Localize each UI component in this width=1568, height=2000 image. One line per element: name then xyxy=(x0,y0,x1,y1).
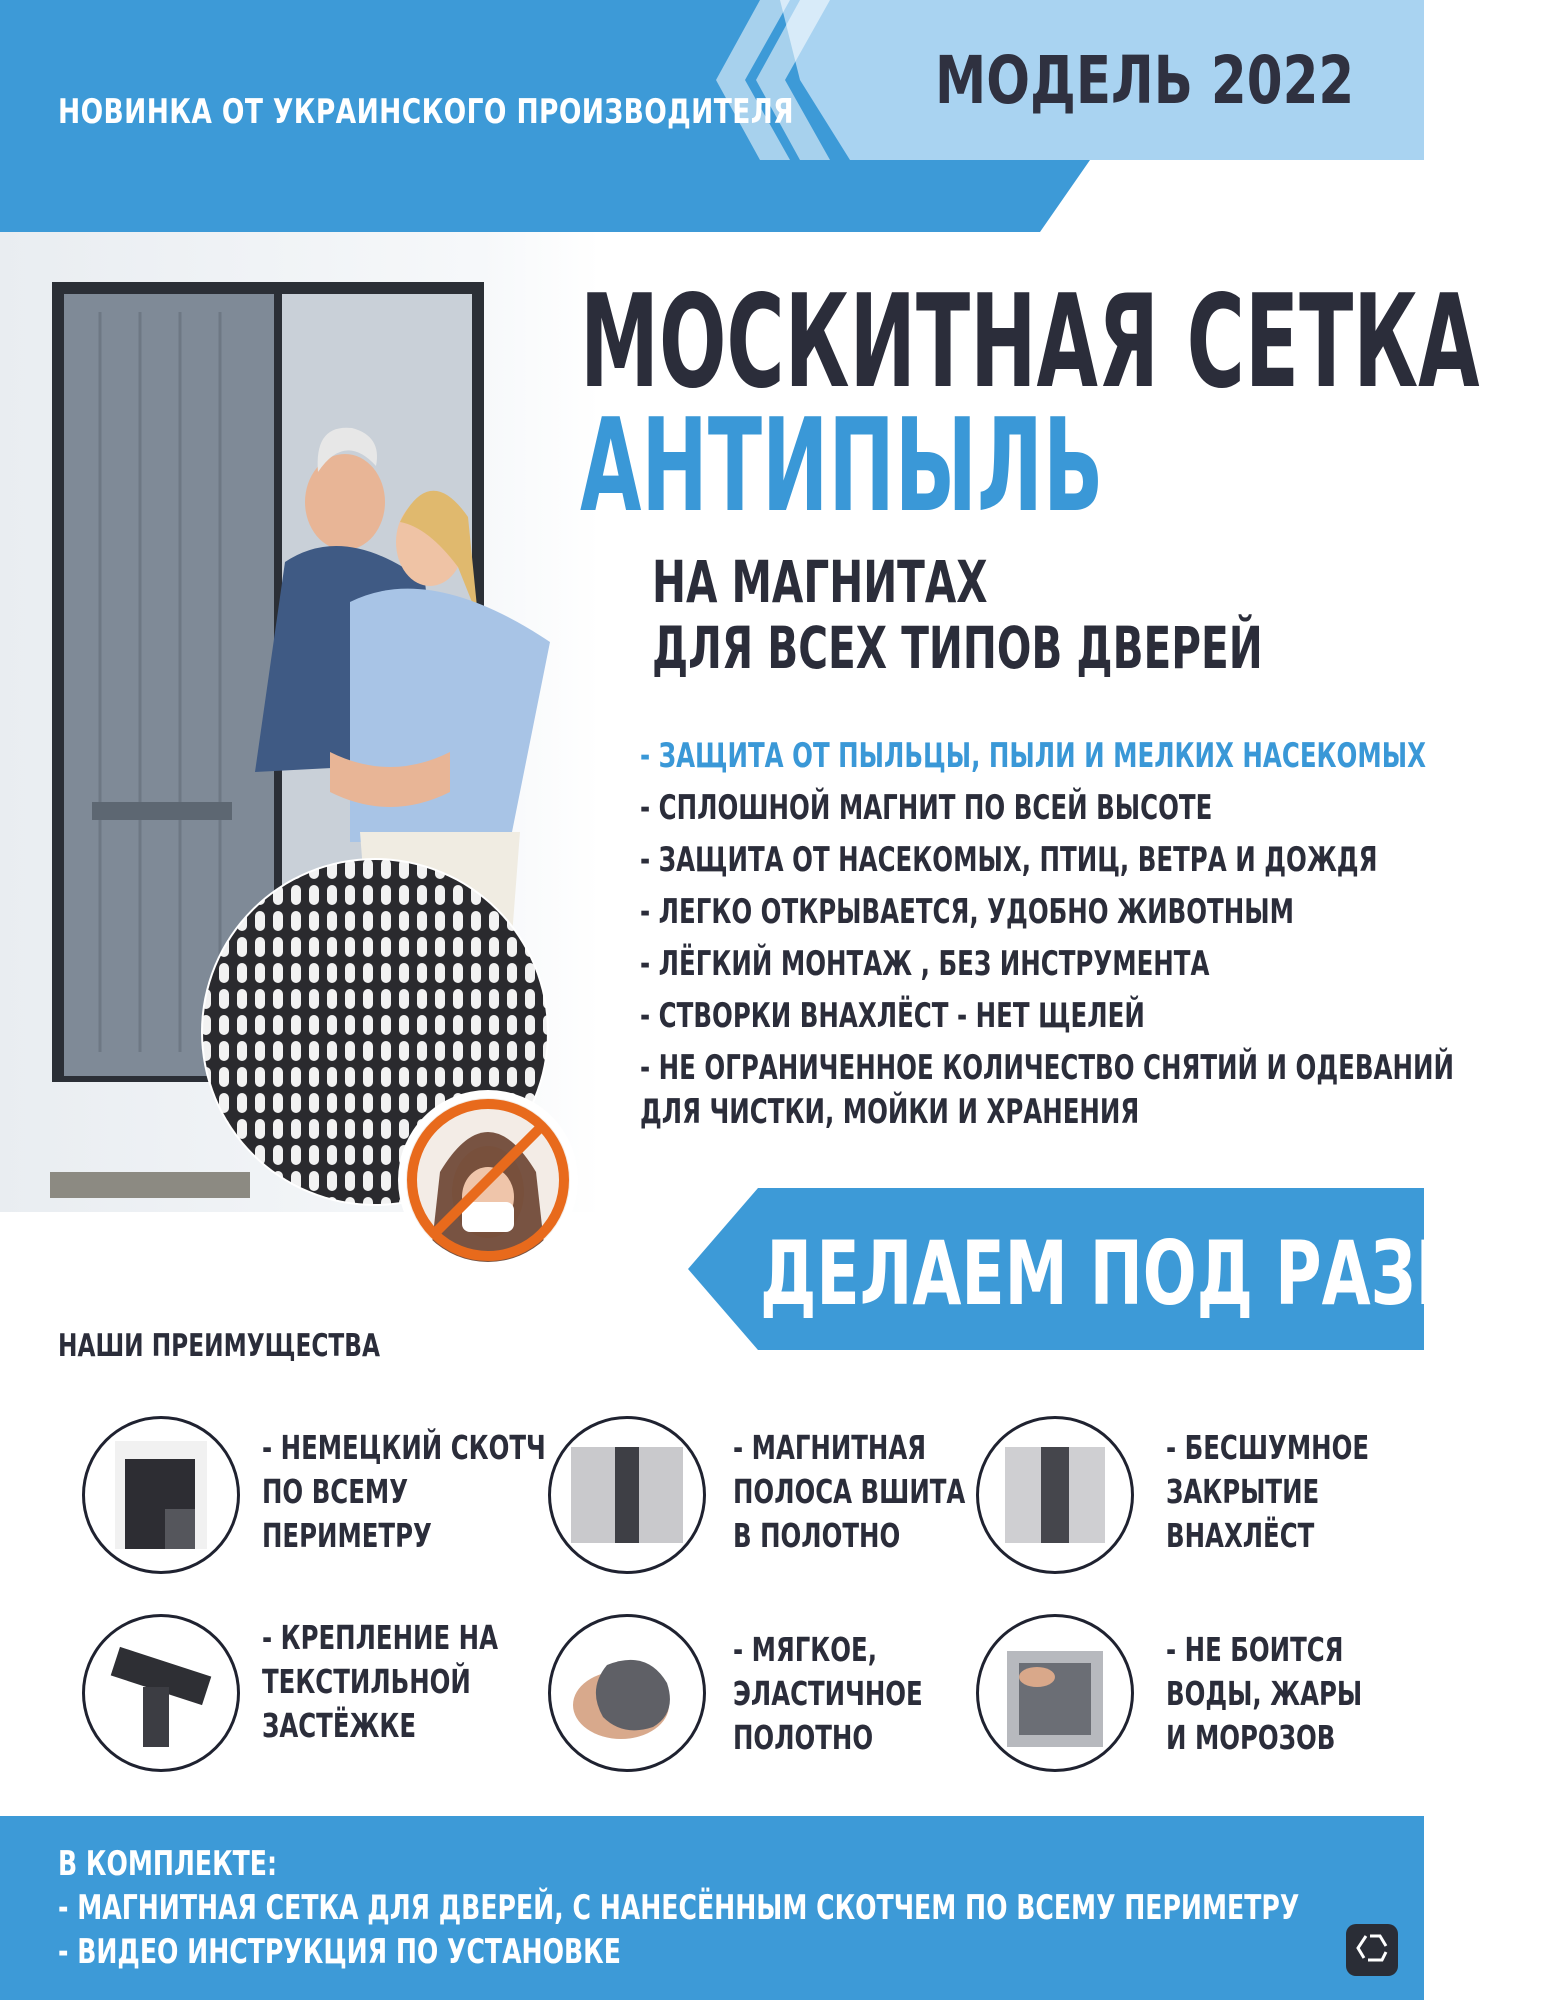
footer-line-2: - ВИДЕО ИНСТРУКЦИЯ ПО УСТАНОВКЕ xyxy=(58,1932,621,1972)
advantage-text: - МЯГКОЕ, ЭЛАСТИЧНОЕ ПОЛОТНО xyxy=(733,1630,923,1757)
recycle-icon[interactable] xyxy=(1346,1924,1398,1976)
velcro-fastener-icon xyxy=(82,1614,240,1772)
model-year-label: МОДЕЛЬ 2022 xyxy=(935,42,1355,119)
advantage-text: - КРЕПЛЕНИЕ НА ТЕКСТИЛЬНОЙ ЗАСТЁЖКЕ xyxy=(262,1618,498,1745)
product-title-accent: АНТИПЫЛЬ xyxy=(580,392,1104,541)
advantage-text: - МАГНИТНАЯ ПОЛОСА ВШИТА В ПОЛОТНО xyxy=(733,1428,966,1555)
advantages-title: НАШИ ПРЕИМУЩЕСТВА xyxy=(58,1328,380,1364)
advantage-text: - НЕ БОИТСЯ ВОДЫ, ЖАРЫ И МОРОЗОВ xyxy=(1166,1630,1363,1757)
product-photo xyxy=(0,232,600,1212)
product-title: МОСКИТНАЯ СЕТКА xyxy=(580,268,1480,417)
size-banner-text: ДЕЛАЕМ ПОД РАЗМЕР xyxy=(760,1222,1568,1325)
advantage-text: - НЕМЕЦКИЙ СКОТЧ ПО ВСЕМУ ПЕРИМЕТРУ xyxy=(262,1428,546,1555)
soft-mesh-hand-icon xyxy=(548,1614,706,1772)
feature-item: - ЗАЩИТА ОТ НАСЕКОМЫХ, ПТИЦ, ВЕТРА И ДОЖДЯ xyxy=(640,840,1378,880)
magnet-strip-icon xyxy=(548,1416,706,1574)
footer-title: В КОМПЛЕКТЕ: xyxy=(58,1844,278,1884)
subtitle-line-1: НА МАГНИТАХ xyxy=(652,548,988,616)
feature-item: - ЗАЩИТА ОТ ПЫЛЬЦЫ, ПЫЛИ И МЕЛКИХ НАСЕКОМЫХ xyxy=(640,736,1426,776)
header-tagline: НОВИНКА ОТ УКРАИНСКОГО ПРОИЗВОДИТЕЛЯ xyxy=(58,92,794,132)
feature-item: - ЛЁГКИЙ МОНТАЖ , БЕЗ ИНСТРУМЕНТА xyxy=(640,944,1210,984)
subtitle-line-2: ДЛЯ ВСЕХ ТИПОВ ДВЕРЕЙ xyxy=(652,614,1263,682)
feature-item: - СТВОРКИ ВНАХЛЁСТ - НЕТ ЩЕЛЕЙ xyxy=(640,996,1145,1036)
feature-item: - НЕ ОГРАНИЧЕННОЕ КОЛИЧЕСТВО СНЯТИЙ И ОДЕВАНИЙ xyxy=(640,1048,1454,1088)
tape-icon xyxy=(82,1416,240,1574)
footer-line-1: - МАГНИТНАЯ СЕТКА ДЛЯ ДВЕРЕЙ, С НАНЕСЁННЫМ СКОТЧЕМ ПО ВСЕМУ ПЕРИМЕТРУ xyxy=(58,1888,1300,1928)
feature-item: ДЛЯ ЧИСТКИ, МОЙКИ И ХРАНЕНИЯ xyxy=(640,1092,1140,1132)
water-resistant-icon xyxy=(976,1614,1134,1772)
overlap-closure-icon xyxy=(976,1416,1134,1574)
feature-item: - СПЛОШНОЙ МАГНИТ ПО ВСЕЙ ВЫСОТЕ xyxy=(640,788,1213,828)
advantage-text: - БЕСШУМНОЕ ЗАКРЫТИЕ ВНАХЛЁСТ xyxy=(1166,1428,1370,1555)
feature-item: - ЛЕГКО ОТКРЫВАЕТСЯ, УДОБНО ЖИВОТНЫМ xyxy=(640,892,1294,932)
